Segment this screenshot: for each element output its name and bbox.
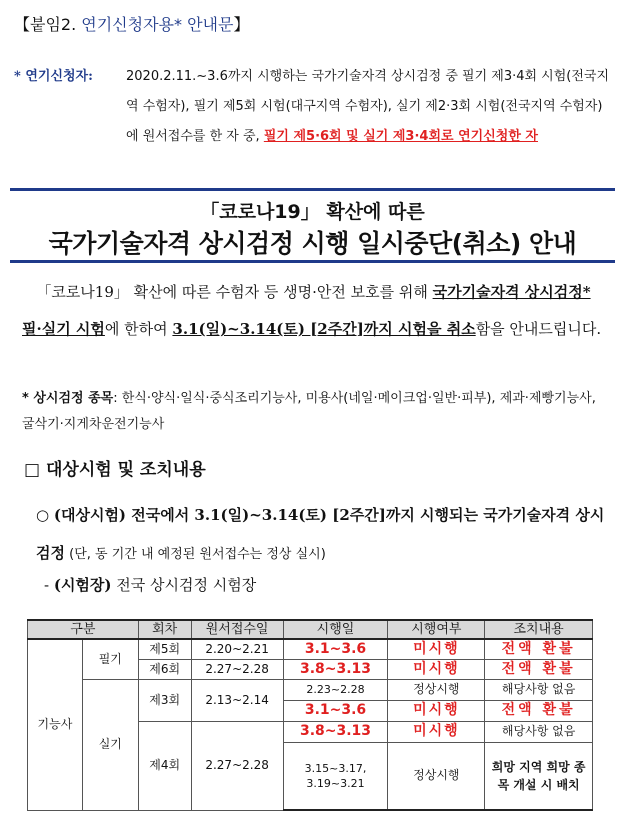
cell-apply: 2.13~2.14: [191, 679, 283, 721]
exam-types: [22, 386, 607, 438]
header-apply: 원서접수일: [191, 620, 283, 639]
main-title: 국가기술자격 상시검정 시행 일시중단(취소) 안내: [48, 229, 577, 258]
target-exam: [36, 496, 606, 574]
header-action: 조치내용: [485, 620, 593, 639]
annex-close: 】: [233, 15, 250, 34]
applicant-label: * 연기신청자:: [14, 69, 93, 84]
cell-round: 제3회: [138, 679, 191, 721]
cell-round: 제6회: [138, 659, 191, 679]
cell-action: 전액 환불: [485, 700, 593, 721]
notice-part-2: 국가기술자격 상시검정* 필·실기 시험: [22, 283, 591, 338]
target-note: (단, 동 기간 내 예정된 원서접수는 정상 실시): [64, 547, 326, 562]
notice-part-3: 에 한하여: [104, 320, 173, 338]
cell-date: 3.1~3.6: [283, 639, 388, 659]
cell-apply: 2.27~2.28: [191, 721, 283, 810]
cell-apply: 2.20~2.21: [191, 639, 283, 659]
cell-apply: 2.27~2.28: [191, 659, 283, 679]
cell-action: 해당사항 없음: [485, 679, 593, 700]
header-category: 구분: [28, 620, 139, 639]
cell-date: 3.1~3.6: [283, 700, 388, 721]
title-rule-bottom: [10, 260, 615, 263]
schedule-table: [27, 619, 593, 811]
cell-date: 3.8~3.13: [283, 721, 388, 742]
header-round: 회차: [138, 620, 191, 639]
cell-practical: 실기: [82, 679, 138, 810]
cell-action: 해당사항 없음: [485, 721, 593, 742]
cell-round: 제5회: [138, 639, 191, 659]
exam-types-label: * 상시검정 종목: [22, 391, 114, 406]
cell-date: 3.15~3.17, 3.19~3.21: [283, 742, 388, 810]
annex-title: 연기신청자용* 안내문: [81, 15, 234, 34]
annex-open: 【붙임2.: [14, 15, 82, 34]
sub-title: 「코로나19」 확산에 따른: [200, 201, 425, 223]
venue-dash: -: [44, 576, 54, 594]
exam-types-text: : 한식·양식·일식·중식조리기능사, 미용사(네일·메이크업·일반·피부), 제과·제빵기능사, 굴삭기·지게차운전기능사: [22, 391, 596, 432]
cell-status: 미시행: [388, 659, 485, 679]
table-row: [28, 639, 593, 659]
venue-text: 전국 상시검정 시험장: [111, 576, 257, 594]
cell-status: 미시행: [388, 721, 485, 742]
table-row: [28, 679, 593, 700]
applicant-block: [14, 62, 614, 182]
cell-status: 미시행: [388, 700, 485, 721]
header-status: 시행여부: [388, 620, 485, 639]
notice-paragraph: [22, 274, 602, 348]
annex-heading: [14, 12, 249, 35]
section-heading: □ 대상시험 및 조치내용: [24, 460, 206, 480]
cell-round: 제4회: [138, 721, 191, 810]
venue: [44, 574, 256, 595]
cell-date: 2.23~2.28: [283, 679, 388, 700]
notice-part-1: 「코로나19」 확산에 따른 수험자 등 생명·안전 보호를 위해: [36, 283, 433, 301]
header-date: 시행일: [283, 620, 388, 639]
applicant-text: [126, 62, 612, 152]
cell-status: 정상시행: [388, 679, 485, 700]
notice-part-4: 3.1(일)~3.14(토) [2주간]까지 시험을 취소: [172, 320, 476, 338]
table-header-row: [28, 620, 593, 639]
cell-action: 전액 환불: [485, 659, 593, 679]
cell-status: 정상시행: [388, 742, 485, 810]
notice-part-5: 함을 안내드립니다.: [475, 320, 602, 338]
venue-label: (시험장): [53, 576, 112, 594]
cell-date: 3.8~3.13: [283, 659, 388, 679]
target-bullet: ○: [36, 506, 50, 524]
cell-category: 기능사: [28, 639, 83, 810]
title-rule-top: [10, 188, 615, 191]
applicant-text-plain: 2020.2.11.~3.6까지 시행하는 국가기술자격 상시검정 중 필기 제3·4회 시험(전국지역 수험자), 필기 제5회 시험(대구지역 수험자), 실기 제2·3회 시험(전국지역 수험자)에 원서접수를 한 자 중,: [126, 69, 610, 144]
cell-status: 미시행: [388, 639, 485, 659]
target-label: (대상시험): [53, 506, 127, 524]
applicant-text-red: 필기 제5·6회 및 실기 제3·4회로 연기신청한 자: [263, 129, 538, 144]
cell-written: 필기: [82, 639, 138, 679]
cell-action: 전액 환불: [485, 639, 593, 659]
target-text: 전국에서 3.1(일)~3.14(토) [2주간]까지 시행되는 국가기술자격 상시검정: [36, 506, 605, 562]
cell-action: 희망 지역 희망 종목 개설 시 배치: [485, 742, 593, 810]
